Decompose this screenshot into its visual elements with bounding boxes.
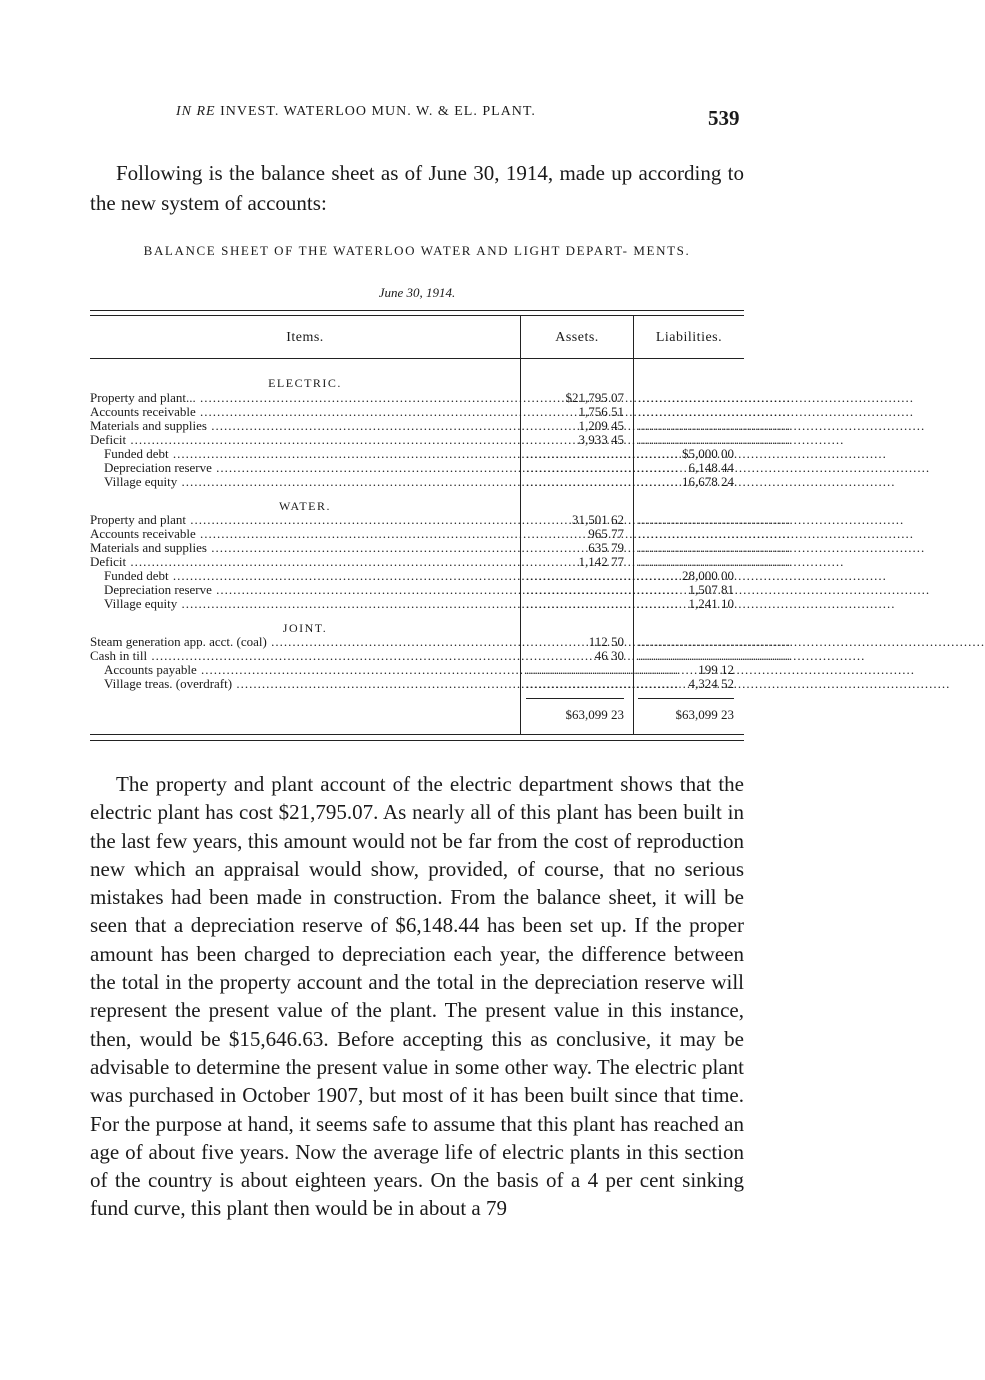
leader-dots: .................................... bbox=[638, 390, 791, 405]
table-row bbox=[90, 526, 791, 541]
table-row bbox=[90, 677, 744, 691]
row-label: Accounts receivable ..... bbox=[90, 405, 515, 419]
row-liability bbox=[638, 432, 791, 447]
table-row bbox=[90, 583, 744, 597]
row-label: Cash in till ..... bbox=[90, 649, 515, 663]
row-liability bbox=[638, 418, 791, 433]
row-label: Depreciation reserve ..... bbox=[104, 461, 515, 475]
row-label: Village equity ..... bbox=[104, 475, 515, 489]
leader-dots: .................................... bbox=[638, 540, 791, 555]
row-liability: 6,148 44 bbox=[688, 460, 734, 475]
table-row bbox=[90, 663, 744, 677]
row-asset bbox=[526, 596, 679, 611]
row-asset: 1,142 77 bbox=[578, 554, 624, 569]
leader-dots: .................................... bbox=[638, 512, 791, 527]
row-liability bbox=[638, 404, 791, 419]
row-liability bbox=[638, 540, 791, 555]
table-row bbox=[90, 404, 791, 419]
total-assets: $63,099 23 bbox=[565, 707, 624, 722]
leader-dots: .................................... bbox=[638, 526, 791, 541]
balance-sheet-table bbox=[90, 310, 791, 744]
row-asset: 1,209 45 bbox=[578, 418, 624, 433]
total-liabilities: $63,099 23 bbox=[675, 707, 734, 722]
row-asset bbox=[526, 582, 679, 597]
row-asset bbox=[526, 662, 679, 677]
balance-sheet-date: June 30, 1914. bbox=[378, 285, 456, 300]
row-label: Funded debt ..... bbox=[104, 569, 515, 583]
table-row bbox=[90, 648, 791, 663]
table-top-rule bbox=[90, 310, 744, 311]
leader-dots: .................................... bbox=[526, 446, 679, 461]
table-row bbox=[90, 554, 791, 569]
leader-dots: .................................... bbox=[638, 418, 791, 433]
row-label: Accounts receivable ..... bbox=[90, 527, 515, 541]
row-liability: 4,324 52 bbox=[688, 676, 734, 691]
row-liability: 1,507 81 bbox=[688, 582, 734, 597]
row-asset bbox=[526, 568, 679, 583]
column-header-liabilities: Liabilities. bbox=[655, 330, 723, 345]
row-asset bbox=[526, 446, 679, 461]
body-paragraph bbox=[90, 770, 744, 1223]
row-liability: 16,678 24 bbox=[682, 474, 734, 489]
table-row bbox=[90, 418, 791, 433]
column-header-assets: Assets. bbox=[555, 330, 599, 345]
row-liability: 28,000 00 bbox=[682, 568, 734, 583]
running-head-italic: IN RE bbox=[176, 104, 216, 119]
leader-dots: .................................... bbox=[526, 474, 679, 489]
table-row bbox=[90, 634, 791, 649]
page-number: 539 bbox=[708, 106, 740, 130]
section-electric: ELECTRIC. bbox=[268, 376, 342, 390]
row-asset bbox=[526, 474, 679, 489]
row-asset bbox=[526, 460, 679, 475]
table-row bbox=[90, 390, 791, 405]
row-asset: $21,795 07 bbox=[565, 390, 624, 405]
column-header-items: Items. bbox=[286, 330, 324, 345]
table-row bbox=[90, 512, 791, 527]
row-label: Property and plant ..... bbox=[90, 513, 515, 527]
section-joint: JOINT. bbox=[282, 621, 328, 635]
leader-dots: .................................... bbox=[526, 568, 679, 583]
row-liability bbox=[638, 390, 791, 405]
row-asset: 965 77 bbox=[588, 526, 624, 541]
body-paragraph-text: The property and plant account of the electric department shows that the electric plant has cost $21,795.07. As nearly all of this plant has been built in the last few years, this amount would not be far from the cost of reproduction new which an appraisal would show, provided, of course, that no serious mistakes had been made in construction. From the balance sheet, it will be seen that a depreciation reserve of $6,148.44 has been set up. If the proper amount has been charged to depreciation each year, the difference between the total in the property account and the total in the depreciation reserve will represent the present value of the plant. The present value in this instance, then, would be $15,646.63. Before accepting this as conclusive, it may be advisable to determine the present value in some other way. The electric plant was purchased in October 1907, but most of it has been built since that time. For the purpose at hand, it seems safe to assume that this plant has reached an age of about five years. Now the average life of electric plants in this section of the country is about eighteen years. On the basis of a 4 per cent sinking fund curve, this plant then would be in about a 79 bbox=[90, 772, 744, 1221]
table-row bbox=[90, 461, 744, 475]
row-asset: 635 79 bbox=[588, 540, 624, 555]
table-row bbox=[90, 569, 744, 583]
running-head bbox=[176, 104, 656, 120]
row-label: Village equity ..... bbox=[104, 597, 515, 611]
leader-dots: .................................... bbox=[526, 582, 679, 597]
row-label: Deficit ..... bbox=[90, 433, 515, 447]
row-liability bbox=[638, 634, 791, 649]
table-row bbox=[90, 447, 744, 461]
leader-dots: .................................... bbox=[526, 676, 679, 691]
row-label: Materials and supplies ..... bbox=[90, 419, 515, 433]
table-row bbox=[90, 597, 744, 611]
intro-paragraph: Following is the balance sheet as of June 30, 1914, made up according to the new system of accounts: bbox=[90, 161, 744, 215]
table-bottom-rule-inner bbox=[90, 734, 744, 735]
assets-total-rule bbox=[526, 698, 624, 699]
row-liability bbox=[638, 554, 791, 569]
row-asset: 112 50 bbox=[588, 634, 624, 649]
row-asset: 1,756 51 bbox=[578, 404, 624, 419]
header-rule bbox=[90, 358, 744, 359]
leader-dots: .................................... bbox=[526, 460, 679, 475]
row-label: Depreciation reserve ..... bbox=[104, 583, 515, 597]
table-row bbox=[90, 475, 744, 489]
row-label: Accounts payable ..... bbox=[104, 663, 515, 677]
row-liability bbox=[638, 648, 791, 663]
row-label: Materials and supplies ..... bbox=[90, 541, 515, 555]
leader-dots: .................................... bbox=[638, 634, 791, 649]
row-liability bbox=[638, 526, 791, 541]
table-row bbox=[90, 540, 791, 555]
table-row bbox=[90, 432, 791, 447]
row-liability: 1,241 10 bbox=[688, 596, 734, 611]
leader-dots: .................................... bbox=[638, 432, 791, 447]
row-label: Steam generation app. acct. (coal) ..... bbox=[90, 635, 515, 649]
row-asset: 31,501 62 bbox=[572, 512, 624, 527]
row-label: Village treas. (overdraft) ..... bbox=[104, 677, 515, 691]
row-label: Deficit ..... bbox=[90, 555, 515, 569]
row-asset: 46 30 bbox=[594, 648, 624, 663]
liabilities-total-rule bbox=[638, 698, 734, 699]
leader-dots: .................................... bbox=[638, 404, 791, 419]
section-water: WATER. bbox=[279, 499, 331, 513]
row-label: Property and plant... ..... bbox=[90, 391, 515, 405]
leader-dots: .................................... bbox=[526, 596, 679, 611]
running-head-text: INVEST. WATERLOO MUN. W. & EL. PLANT. bbox=[220, 104, 536, 119]
row-liability: $5,000 00 bbox=[682, 446, 734, 461]
balance-sheet-title: BALANCE SHEET OF THE WATERLOO WATER AND LIGHT DEPART- MENTS. bbox=[143, 243, 691, 258]
leader-dots: .................................... bbox=[526, 662, 679, 677]
row-liability: 199 12 bbox=[698, 662, 734, 677]
row-asset bbox=[526, 676, 679, 691]
table-bottom-rule bbox=[90, 740, 744, 741]
table-top-rule-inner bbox=[90, 315, 744, 316]
leader-dots: .................................... bbox=[638, 554, 791, 569]
leader-dots: .................................... bbox=[638, 648, 791, 663]
row-label: Funded debt ..... bbox=[104, 447, 515, 461]
row-asset: 3,933 45 bbox=[578, 432, 624, 447]
row-liability bbox=[638, 512, 791, 527]
